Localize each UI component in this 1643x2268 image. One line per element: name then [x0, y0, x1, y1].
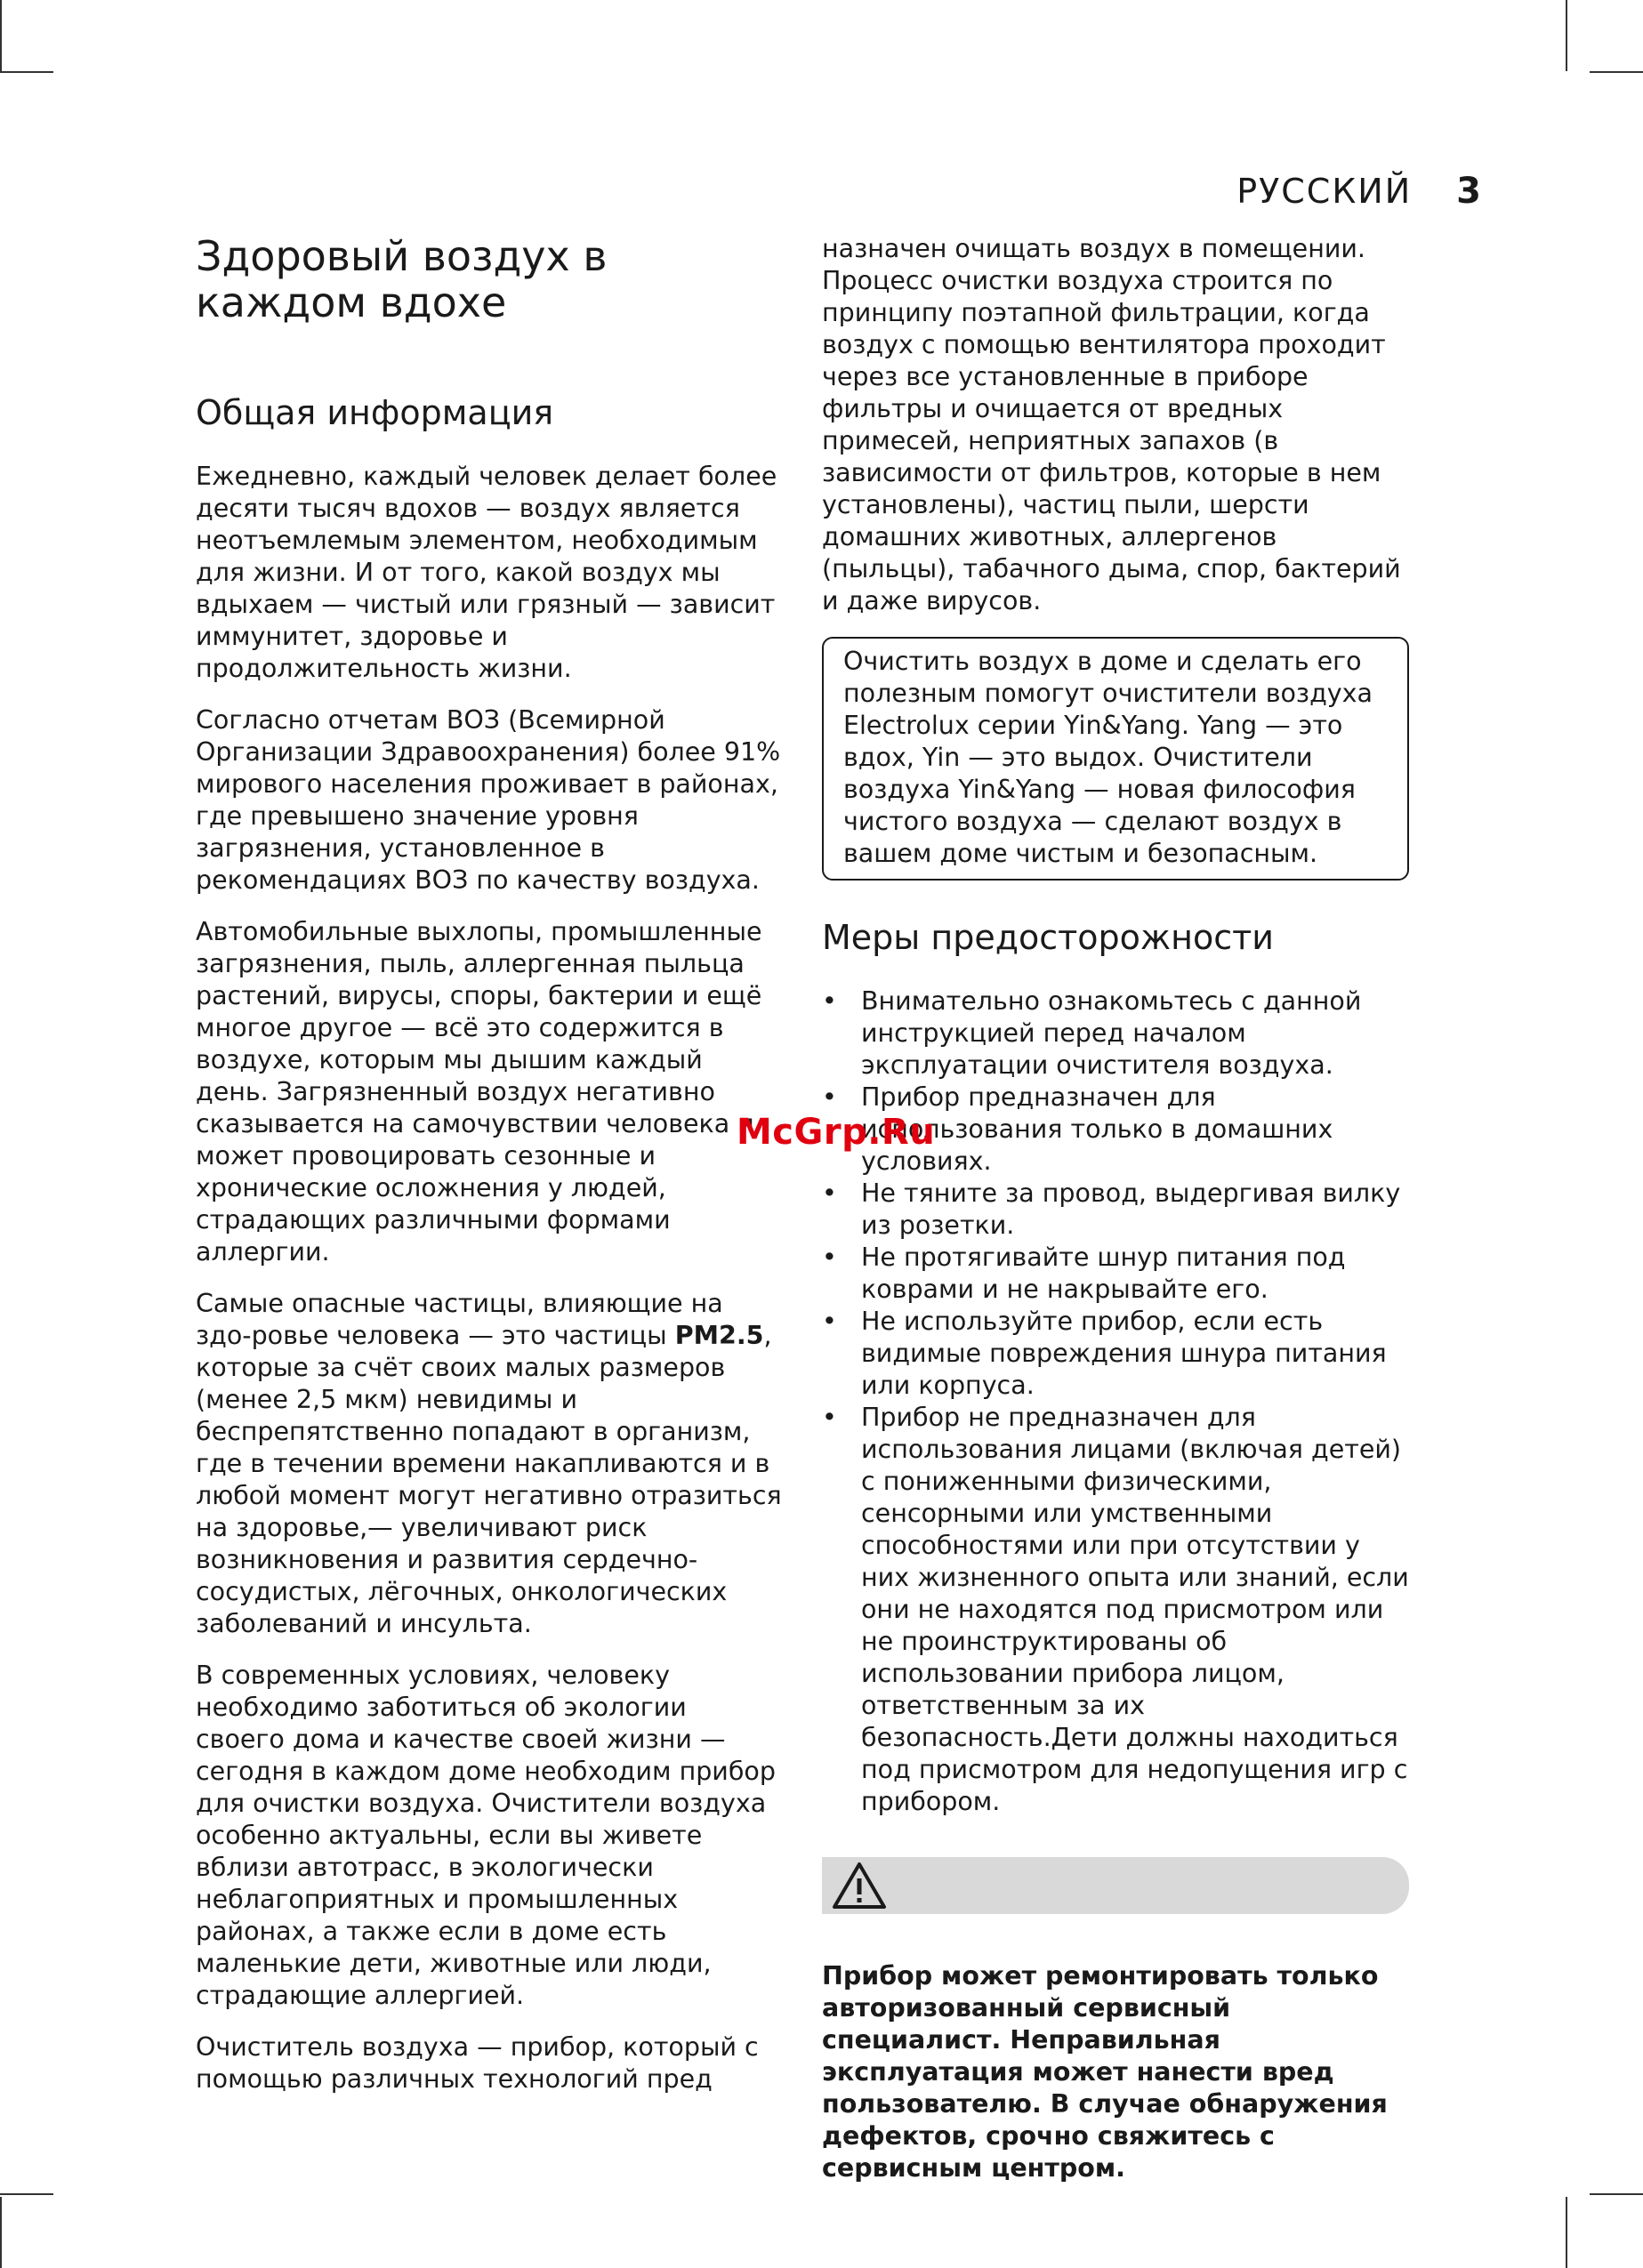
list-item — [822, 1242, 1409, 1306]
bullet: • — [822, 1082, 837, 1112]
language-label: РУССКИЙ — [1236, 172, 1413, 211]
pm25-term: PM2.5 — [674, 1321, 764, 1350]
crop-mark — [0, 2197, 2, 2268]
list-item-text: Внимательно ознакомьтесь с данной инструкцией перед началом эксплуатации очистителя воздуха. — [861, 986, 1362, 1080]
list-item-text: Не протягивайте шнур питания под коврами и не накрывайте его. — [861, 1243, 1346, 1304]
left-column — [196, 233, 783, 2115]
crop-mark — [1590, 71, 1643, 73]
paragraph: Ежедневно, каждый человек делает более десяти тысяч вдохов — воздух является неотъемлемым элементом, необходимым для жизни. И от того, какой воздух мы вдыхаем — чистый или грязный — зависит иммунитет, здоровье и продолжительность жизни. — [196, 462, 777, 683]
page-header — [1236, 171, 1483, 212]
crop-mark — [1566, 2197, 1567, 2268]
paragraph-continuation: назначен очищать воздух в помещении. Процесс очистки воздуха строится по принципу поэтапной фильтрации, когда воздух с помощью вентилятора проходит через все установленные в приборе фильтры и очищается от вредных примесей, неприятных запахов (в зависимости от фильтров, которые в нем установлены), частиц пыли, шерсти домашних животных, аллергенов (пыльцы), табачного дыма, спор, бактерий и даже вирусов. — [822, 234, 1401, 615]
warning-triangle-icon — [831, 1861, 888, 1910]
crop-mark — [0, 2193, 53, 2195]
crop-mark — [1590, 2193, 1643, 2195]
paragraph: В современных условиях, человеку необходимо заботиться об экологии своего дома и качестве своей жизни — сегодня в каждом доме необходим прибор для очистки воздуха. Очистители воздуха особенно актуальны, если вы живете вблизи автотрасс, в экологически неблагоприятных и промышленных районах, а также если в доме есть маленькие дети, животные или люди, страдающие аллергией. — [196, 1661, 776, 2010]
paragraph: Согласно отчетам ВОЗ (Всемирной Организации Здравоохранения) более 91% мирового населения проживает в районах, где превышено значение уровня загрязнения, установленное в рекомендациях ВОЗ по качеству воздуха. — [196, 705, 781, 895]
watermark: McGrp.Ru — [737, 1112, 936, 1153]
paragraph-pm25 — [196, 1288, 783, 1640]
crop-mark — [1566, 0, 1567, 71]
list-item-text: Не тяните за провод, выдергивая вилку из розетки. — [861, 1178, 1401, 1240]
section-heading-general: Общая информация — [196, 393, 554, 432]
list-item-text: Прибор не предназначен для использования лицами (включая детей) с пониженными физическими, сенсорными или умственными способностями или при отсутствии у них жизненного опыта или знаний, если они не находятся под присмотром или не проинструктированы об использовании прибора лицом, ответственным за их безопасность.Дети должны находиться под присмотром для недопущения игр с прибором. — [861, 1403, 1409, 1816]
bullet: • — [822, 1403, 837, 1432]
list-item — [822, 1402, 1409, 1818]
list-item — [822, 1178, 1409, 1242]
bullet: • — [822, 986, 837, 1016]
bullet: • — [822, 1178, 837, 1208]
list-item-text: Не используйте прибор, если есть видимые повреждения шнура питания или корпуса. — [861, 1307, 1387, 1400]
crop-mark — [0, 0, 2, 71]
section-heading-precautions: Меры предосторожности — [822, 918, 1274, 957]
info-box: Очистить воздух в доме и сделать его полезным помогут очистители воздуха Electrolux серии Yin&Yang. Yang — это вдох, Yin — это выдох. Очистители воздуха Yin&Yang — новая философия чистого воздуха — сделают воздух в вашем доме чистым и безопасным. — [822, 637, 1409, 881]
paragraph-continued: Очиститель воздуха — прибор, который с помощью различных технологий пред — [196, 2032, 759, 2094]
page-title: Здоровый воздух в каждом вдохе — [196, 232, 608, 326]
paragraph: Автомобильные выхлопы, промышленные загрязнения, пыль, аллергенная пыльца растений, вирусы, споры, бактерии и ещё многое другое — всё это содержится в воздухе, которым мы дышим каждый день. Загрязненный воздух негативно сказывается на самочувствии человека и может провоцировать сезонные и хронические осложнения у людей, страдающих различными формами аллергии. — [196, 917, 762, 1267]
text-run: , которые за счёт своих малых размеров (менее 2,5 мкм) невидимы и беспрепятственно попадают в организм, где в течении времени накапливаются и в любой момент могут негативно отразиться на здоровье,— увеличивают риск возникновения и развития сердечно-сосудистых, лёгочных, онкологических заболеваний и инсульта. — [196, 1321, 782, 1638]
list-item — [822, 985, 1409, 1082]
right-column — [822, 233, 1409, 2204]
crop-mark — [0, 71, 53, 73]
list-item — [822, 1306, 1409, 1402]
list-item-text: Прибор предназначен для использования только в домашних условиях. — [861, 1082, 1333, 1176]
precautions-list — [822, 985, 1409, 1818]
warning-text: Прибор может ремонтировать только авторизованный сервисный специалист. Неправильная эксплуатация может нанести вред пользователю. В случае обнаружения дефектов, срочно свяжитесь с сервисным центром. — [822, 1961, 1388, 2183]
bullet: • — [822, 1307, 837, 1336]
warning-bar — [822, 1857, 1409, 1914]
page-number: 3 — [1456, 171, 1483, 212]
text-run: Самые опасные частицы, влияющие на здо-ровье человека — это частицы — [196, 1289, 723, 1350]
bullet: • — [822, 1243, 837, 1272]
